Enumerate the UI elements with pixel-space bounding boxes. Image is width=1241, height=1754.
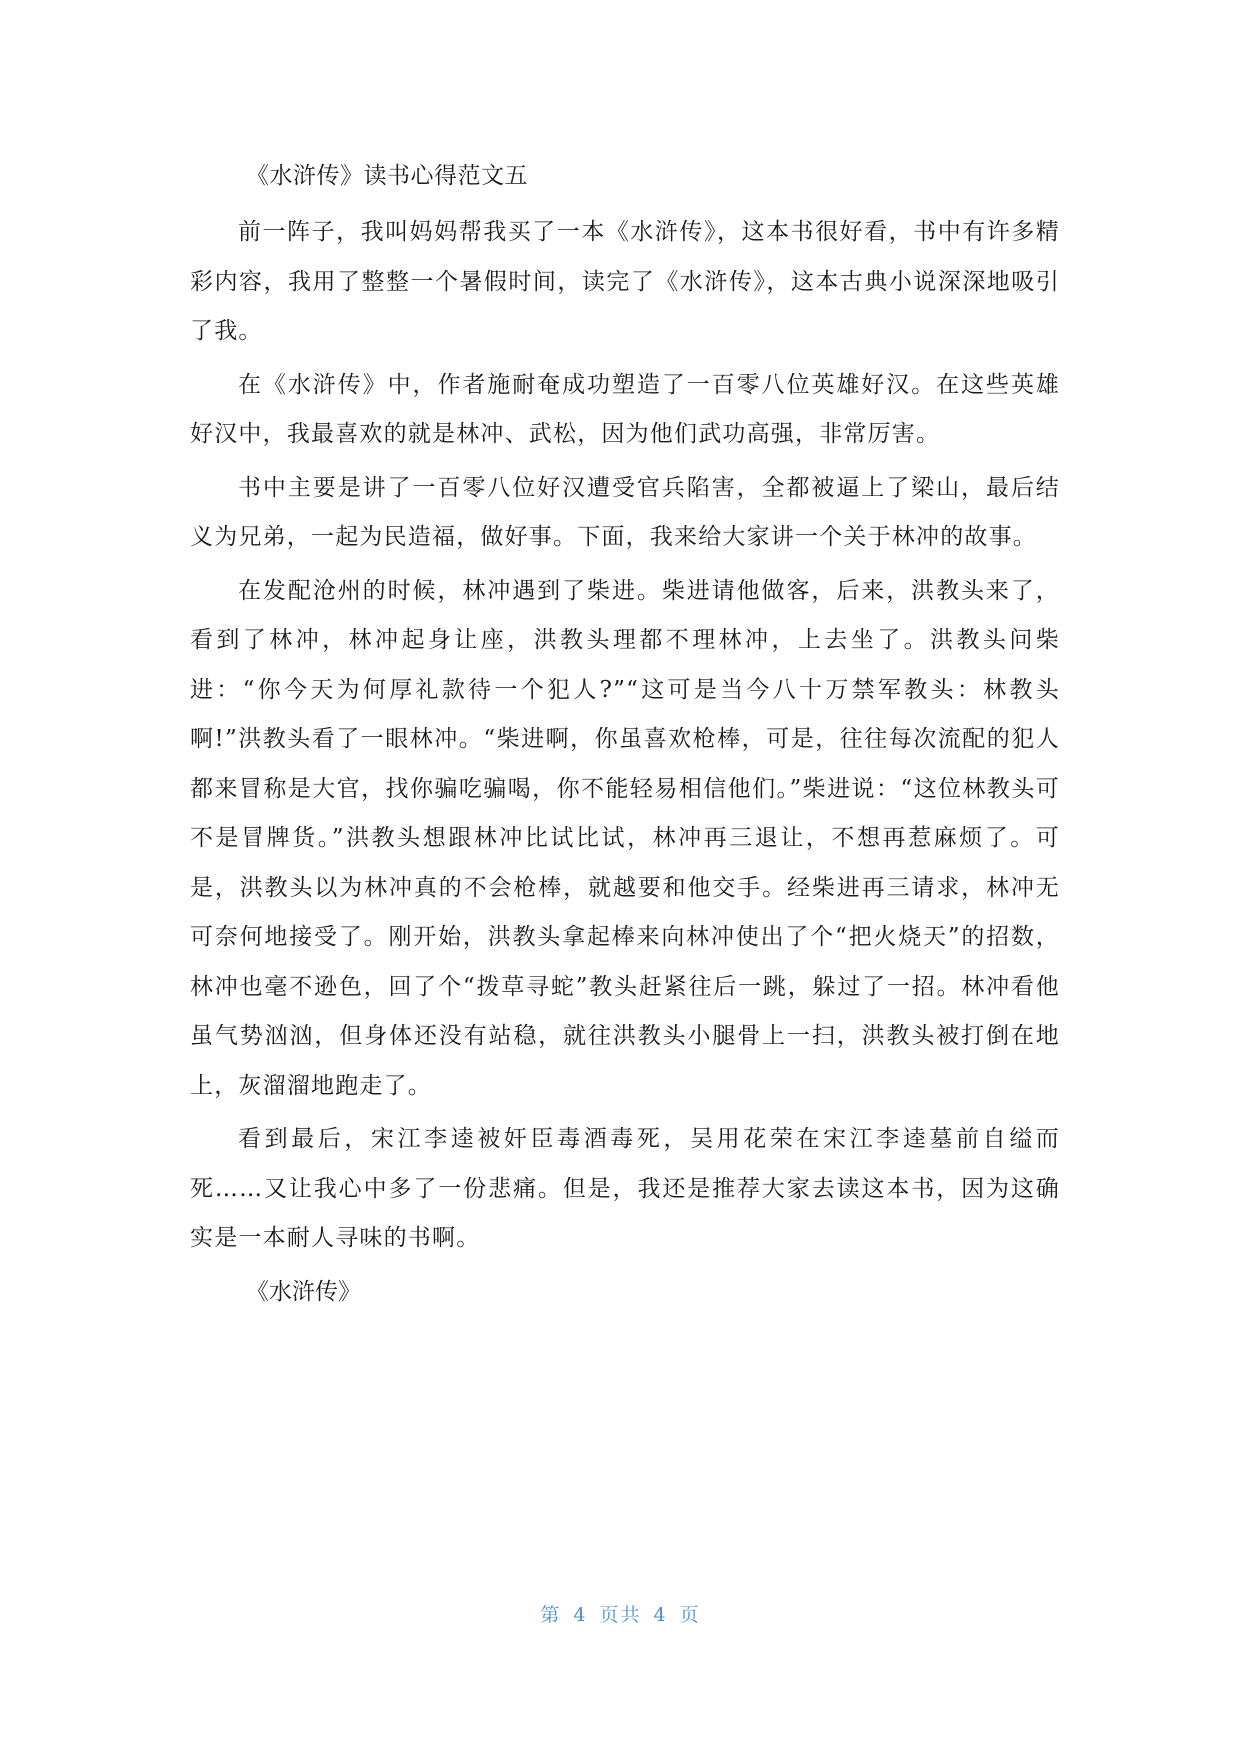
paragraph-3: 书中主要是讲了一百零八位好汉遭受官兵陷害，全都被逼上了梁山，最后结义为兄弟，一起为民造福，做好事。下面，我来给大家讲一个关于林冲的故事。 (190, 474, 1060, 550)
paragraph-1: 前一阵子，我叫妈妈帮我买了一本《水浒传》，这本书很好看，书中有许多精彩内容，我用了整整一个暑假时间，读完了《水浒传》，这本古典小说深深地吸引了我。 (190, 219, 1060, 344)
paragraph-4: 在发配沧州的时候，林冲遇到了柴进。柴进请他做客，后来，洪教头来了，看到了林冲，林冲起身让座，洪教头理都不理林冲，上去坐了。洪教头问柴进：“你今天为何厚礼款待一个犯人?”“这可是当今八十万禁军教头：林教头啊!”洪教头看了一眼林冲。“柴进啊，你虽喜欢枪棒，可是，往往每次流配的犯人都来冒称是大官，找你骗吃骗喝，你不能轻易相信他们。”柴进说：“这位林教头可不是冒牌货。”洪教头想跟林冲比试比试，林冲再三退让，不想再惹麻烦了。可是，洪教头以为林冲真的不会枪棒，就越要和他交手。经柴进再三请求，林冲无可奈何地接受了。刚开始，洪教头拿起棒来向林冲使出了个“把火烧天”的招数，林冲也毫不逊色，回了个“拨草寻蛇”教头赶紧往后一跳，躲过了一招。林冲看他虽气势汹汹，但身体还没有站稳，就往洪教头小腿骨上一扫，洪教头被打倒在地上，灰溜溜地跑走了。 (190, 577, 1060, 1099)
page-footer (0, 1600, 1241, 1627)
footer-current-page: 4 (573, 1604, 588, 1626)
footer-middle: 页共 (599, 1604, 642, 1626)
paragraph-2: 在《水浒传》中，作者施耐奄成功塑造了一百零八位英雄好汉。在这些英雄好汉中，我最喜欢的就是林冲、武松，因为他们武功高强，非常厉害。 (190, 371, 1060, 447)
document-page (190, 152, 1060, 1316)
paragraph-5: 看到最后，宋江李逵被奸臣毒酒毒死，吴用花荣在宋江李逵墓前自缢而死……又让我心中多了一份悲痛。但是，我还是推荐大家去读这本书，因为这确实是一本耐人寻味的书啊。 (190, 1126, 1060, 1251)
closing-line: 《水浒传》 (246, 1278, 361, 1305)
document-title: 《水浒传》读书心得范文五 (246, 163, 528, 189)
footer-total-pages: 4 (653, 1604, 668, 1626)
footer-suffix: 页 (679, 1604, 701, 1626)
footer-prefix: 第 (540, 1604, 562, 1626)
